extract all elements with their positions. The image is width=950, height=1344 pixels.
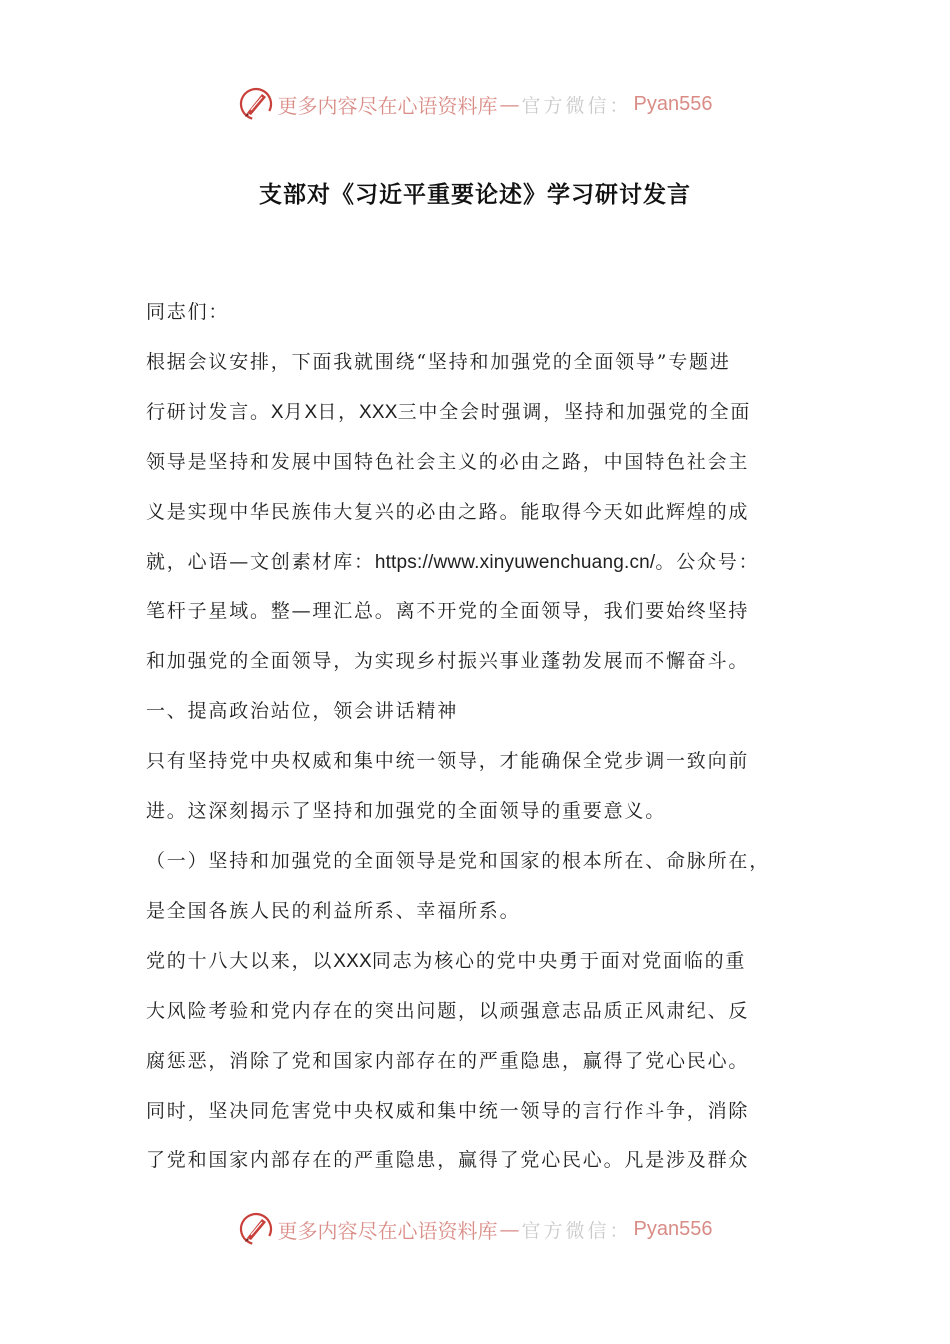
body-line: 进。这深刻揭示了坚持和加强党的全面领导的重要意义。	[146, 800, 667, 823]
banner-wechat-label: 官方微信：	[521, 94, 632, 117]
body-line: 党的十八大以来，以XXX同志为核心的党中央勇于面对党面临的重	[146, 949, 747, 972]
body-line: 只有坚持党中央权威和集中统一领导，才能确保全党步调一致向前	[146, 750, 750, 773]
body-line: 就，心语—文创素材库：https://www.xinyuwenchuang.cn/。公众号：	[146, 550, 760, 573]
body-line: 根据会议安排，下面我就围绕“坚持和加强党的全面领导”专题进	[146, 350, 731, 373]
body-line: 同时，坚决同危害党中央权威和集中统一领导的言行作斗争，消除	[146, 1099, 750, 1122]
header-watermark-banner	[0, 82, 950, 126]
body-line: 同志们：	[146, 301, 230, 323]
quill-logo-icon	[238, 86, 274, 122]
body-line: 大风险考验和党内存在的突出问题，以顽强意志品质正风肃纪、反	[146, 999, 750, 1022]
body-line: 和加强党的全面领导，为实现乡村振兴事业蓬勃发展而不懈奋斗。	[146, 650, 750, 673]
body-line: 了党和国家内部存在的严重隐患，赢得了党心民心。凡是涉及群众	[146, 1149, 750, 1172]
footer-watermark-banner	[0, 1207, 950, 1251]
banner-wechat-id: Pyan556	[633, 1217, 713, 1240]
banner-separator: —	[499, 1217, 520, 1241]
banner-wechat-label: 官方微信：	[521, 1219, 632, 1242]
banner-main-text: 更多内容尽在心语资料库	[277, 1218, 498, 1243]
body-line: 行研讨发言。X月X日，XXX三中全会时强调，坚持和加强党的全面	[146, 400, 752, 423]
document-body	[146, 288, 818, 1186]
banner-wechat-id: Pyan556	[633, 92, 713, 115]
subsection-heading: （一）坚持和加强党的全面领导是党和国家的根本所在、命脉所在，	[146, 849, 771, 872]
section-heading: 一、提高政治站位，领会讲话精神	[146, 700, 459, 723]
body-line: 笔杆子星域。整—理汇总。离不开党的全面领导，我们要始终坚持	[146, 600, 750, 623]
banner-main-text: 更多内容尽在心语资料库	[277, 93, 498, 118]
body-line: 腐惩恶，消除了党和国家内部存在的严重隐患，赢得了党心民心。	[146, 1049, 750, 1072]
body-line: 是全国各族人民的利益所系、幸福所系。	[146, 899, 521, 922]
body-line: 领导是坚持和发展中国特色社会主义的必由之路，中国特色社会主	[146, 450, 750, 473]
banner-separator: —	[499, 92, 520, 116]
document-title: 支部对《习近平重要论述》学习研讨发言	[259, 182, 691, 208]
quill-logo-icon	[238, 1211, 274, 1247]
body-line: 义是实现中华民族伟大复兴的必由之路。能取得今天如此辉煌的成	[146, 500, 750, 523]
